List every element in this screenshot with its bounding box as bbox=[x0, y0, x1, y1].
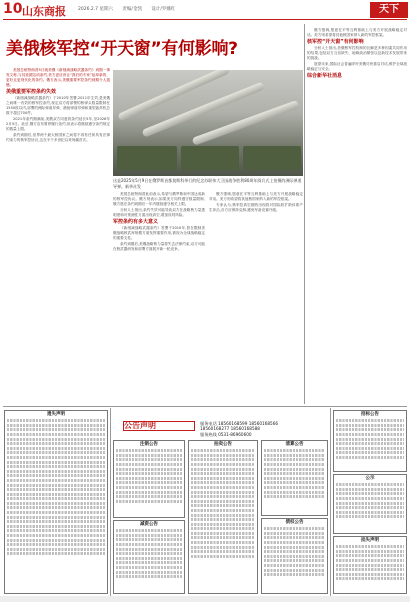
header-divider bbox=[3, 19, 407, 20]
missile-shape bbox=[117, 70, 230, 122]
ads-phone-line: 18560168277 18560168588 bbox=[200, 426, 260, 432]
notice-title: 公示 bbox=[365, 476, 375, 481]
article-paragraph: 分析人士指出,条约失效可能导致双方在战略核力量透明度和可预测性方面出现真空,增加误判风险。 bbox=[113, 208, 205, 217]
missile-shape bbox=[142, 82, 266, 138]
article-paragraph: 俄方强调,愿意在平等互利基础上与美方开展战略稳定对话。美方则希望将其他核国家纳入新的军控框架。 bbox=[307, 28, 407, 37]
ads-phone-line: 服务电话 18560168599 18560168566 bbox=[200, 421, 279, 426]
article-paragraph: 条约到期后,美俄战略核力量将失去法律约束,双方可能在核武器研发和部署方面展开新一轮竞争。 bbox=[113, 242, 205, 251]
article-column-3 bbox=[209, 192, 303, 402]
subhead-3: 核军控“开天窗”有何影响 bbox=[307, 39, 364, 45]
subhead-2: 军控条约有多大意义 bbox=[113, 219, 159, 225]
column-divider bbox=[304, 24, 305, 404]
truck-shape bbox=[181, 146, 239, 170]
notice-title: 挂失声明 bbox=[361, 538, 379, 543]
photo-caption: 这是2025年5月9日在俄罗斯首都莫斯科举行的纪念苏联伟大卫国战争胜利80周年阅兵式上拍摄的洲际弹道导弹。新华社发 bbox=[113, 178, 302, 189]
editor-credit: 责编/金凯 bbox=[122, 7, 142, 12]
column-divider bbox=[110, 408, 111, 596]
ads-title: 公告声明 bbox=[124, 421, 156, 430]
notice-block bbox=[113, 520, 185, 594]
article-paragraph: 《新削减战略武器条约》签署于2010年,曾在限制美俄战略核武库规模方面发挥重要作用,被视为全球战略稳定的重要支柱。 bbox=[113, 226, 205, 240]
article-paragraph: 专家认为,核军控真空期的出现将对国际防扩散体系产生冲击,各方应保持克制,避免军备竞赛升级。 bbox=[209, 203, 303, 212]
notice-block bbox=[113, 440, 185, 518]
section-tag: 天下 bbox=[370, 2, 408, 18]
newspaper-name: 山东商报 bbox=[22, 5, 66, 18]
notice-title: 遗失声明 bbox=[47, 412, 65, 417]
article-column-2 bbox=[113, 192, 205, 402]
subhead-1: 美俄重要军控条约失效 bbox=[6, 89, 57, 95]
designer-credit: 设计/罗娜红 bbox=[151, 7, 176, 12]
ads-phone-list bbox=[200, 421, 320, 437]
page-footer-bar bbox=[0, 596, 410, 602]
notice-block bbox=[333, 536, 407, 594]
notice-block bbox=[4, 410, 108, 594]
article-column-1 bbox=[6, 68, 110, 402]
article-paragraph: 展望未来,国际社会普遍呼吁美俄尽快重启对话,维护全球战略稳定与安全。 bbox=[307, 62, 407, 71]
article-byline: 综合新华社消息 bbox=[307, 73, 343, 79]
header-meta bbox=[78, 6, 183, 12]
page-number: 10 bbox=[3, 1, 23, 17]
notice-block bbox=[261, 518, 328, 594]
article-paragraph: 条约到期后,世界两个最大核国家之间将不再有任何具有法律约束力的核军控协议,这在半个多世纪以来尚属首次。 bbox=[6, 133, 110, 142]
column-divider bbox=[330, 408, 331, 596]
notice-title: 注销公告 bbox=[140, 442, 158, 447]
article-paragraph: 美国总统特朗普此前表示,希望与俄罗斯和中国达成新的核军控协议。俄方则表示,如果美方同样遵守数量限制,俄方愿在条约到期后一年内继续遵守相关上限。 bbox=[113, 192, 205, 206]
notice-block bbox=[261, 440, 328, 516]
article-column-4 bbox=[307, 28, 407, 402]
notice-title: 招标公告 bbox=[361, 412, 379, 417]
notice-title: 清算公告 bbox=[285, 442, 304, 447]
missile-parade-photo bbox=[113, 70, 303, 176]
notice-block bbox=[333, 410, 407, 472]
notice-title: 拍卖公告 bbox=[214, 442, 232, 447]
article-paragraph: 俄方强调,愿意在平等互利基础上与美方开展战略稳定对话。美方则希望将其他核国家纳入新的军控框架。 bbox=[209, 192, 303, 201]
section-divider bbox=[3, 406, 407, 407]
notice-block bbox=[333, 474, 407, 534]
article-paragraph: 2021年条约期满前,美俄双方同意将条约延长5年,至2026年2月5日。此后,俄方宣布暂停履行条约,但表示将继续遵守条约规定的数量上限。 bbox=[6, 117, 110, 131]
issue-date: 2026.2.7 星期六 bbox=[78, 7, 113, 12]
page-header bbox=[0, 0, 410, 20]
main-headline: 美俄核军控“开天窗”有何影响? bbox=[6, 39, 238, 59]
article-paragraph: 分析人士指出,美俄核军控机制的瓦解是多种因素共同作用的结果,包括双方互信缺失、地缘政治紧张以及新技术发展带来的挑战。 bbox=[307, 46, 407, 60]
truck-shape bbox=[243, 146, 301, 170]
notice-block bbox=[188, 440, 258, 594]
ads-phone-line: 服务热线 0531-86960600 bbox=[200, 431, 252, 437]
notice-title: 减资公告 bbox=[140, 522, 158, 527]
article-paragraph: 《新削减战略武器条约》于2010年签署,2011年生效,是美俄之间唯一有效的核军控条约,规定双方将部署的核弹头数量限制在1550枚以内,部署的洲际弹道导弹、潜射弹道导弹和重型轰炸机总数不超过700件。 bbox=[6, 96, 110, 115]
truck-shape bbox=[117, 146, 177, 170]
notice-title: 债权公告 bbox=[285, 520, 304, 525]
article-lead: 美国总统特朗普5日就美俄《新削减战略武器条约》到期一事发文称,与其延期这项条约,美方更应该让“我们的专家”起草新的、更好且更现代化的条约。俄方表示,美俄重要军控条约到期令人遗憾。 bbox=[6, 68, 110, 87]
